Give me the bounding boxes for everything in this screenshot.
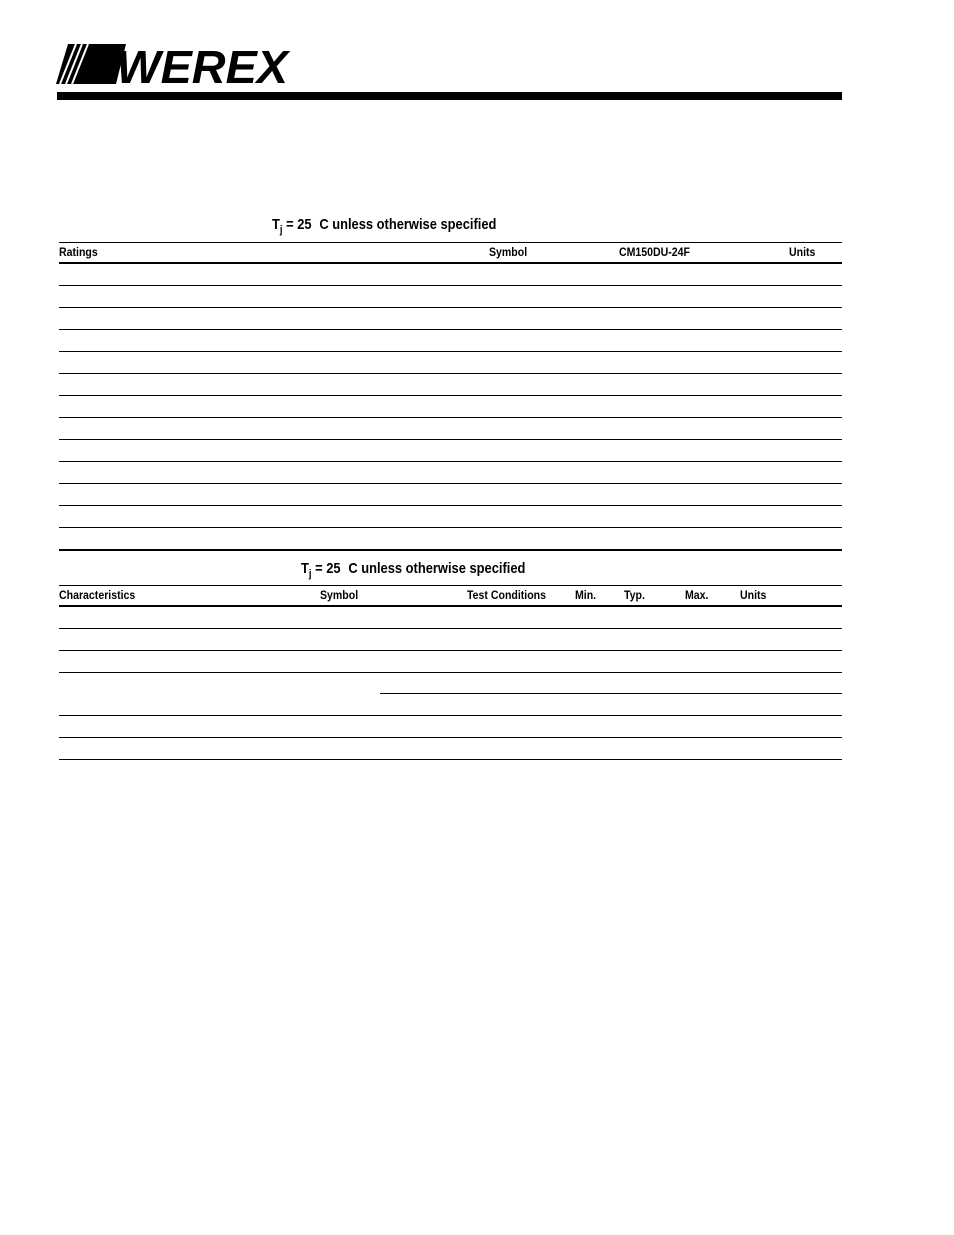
- table-row: [59, 286, 842, 308]
- table-row: [59, 308, 842, 330]
- table-row: [59, 694, 842, 716]
- characteristics-header: [59, 586, 842, 605]
- table-row: [59, 396, 842, 418]
- table-row: [59, 264, 842, 286]
- table-row: [59, 738, 842, 760]
- ratings-header: [59, 243, 842, 262]
- col-typ: Typ.: [624, 588, 645, 602]
- table-row: [59, 607, 842, 629]
- svg-text:OWEREX: OWEREX: [80, 41, 291, 88]
- table-row: [59, 506, 842, 528]
- col-test-conditions: Test Conditions: [467, 588, 547, 602]
- table-row: [59, 484, 842, 506]
- col-symbol: Symbol: [320, 588, 359, 602]
- characteristics-table: [59, 585, 842, 760]
- table-row: [59, 716, 842, 738]
- table-row: [59, 352, 842, 374]
- table-row: [59, 374, 842, 396]
- table-row: [59, 462, 842, 484]
- table-row: [59, 418, 842, 440]
- table-row: [59, 673, 842, 694]
- col-ratings: Ratings: [59, 245, 98, 259]
- col-part-number: CM150DU-24F: [619, 245, 691, 259]
- ratings-table: [59, 242, 842, 551]
- characteristics-condition: $T_j = 25$ C unless otherwise specified: [301, 560, 526, 580]
- ratings-condition: $T_j = 25$ C unless otherwise specified: [272, 216, 497, 236]
- table-row: [59, 651, 842, 673]
- col-characteristics: Characteristics: [59, 588, 136, 602]
- table-row: [59, 440, 842, 462]
- col-max: Max.: [685, 588, 709, 602]
- powerex-logo: [56, 40, 292, 88]
- col-units: Units: [789, 245, 816, 259]
- col-min: Min.: [575, 588, 597, 602]
- header-rule: [57, 92, 842, 100]
- table-row: [59, 330, 842, 352]
- table-row: [59, 629, 842, 651]
- col-units: Units: [740, 588, 767, 602]
- col-symbol: Symbol: [489, 245, 528, 259]
- table-row: [59, 528, 842, 551]
